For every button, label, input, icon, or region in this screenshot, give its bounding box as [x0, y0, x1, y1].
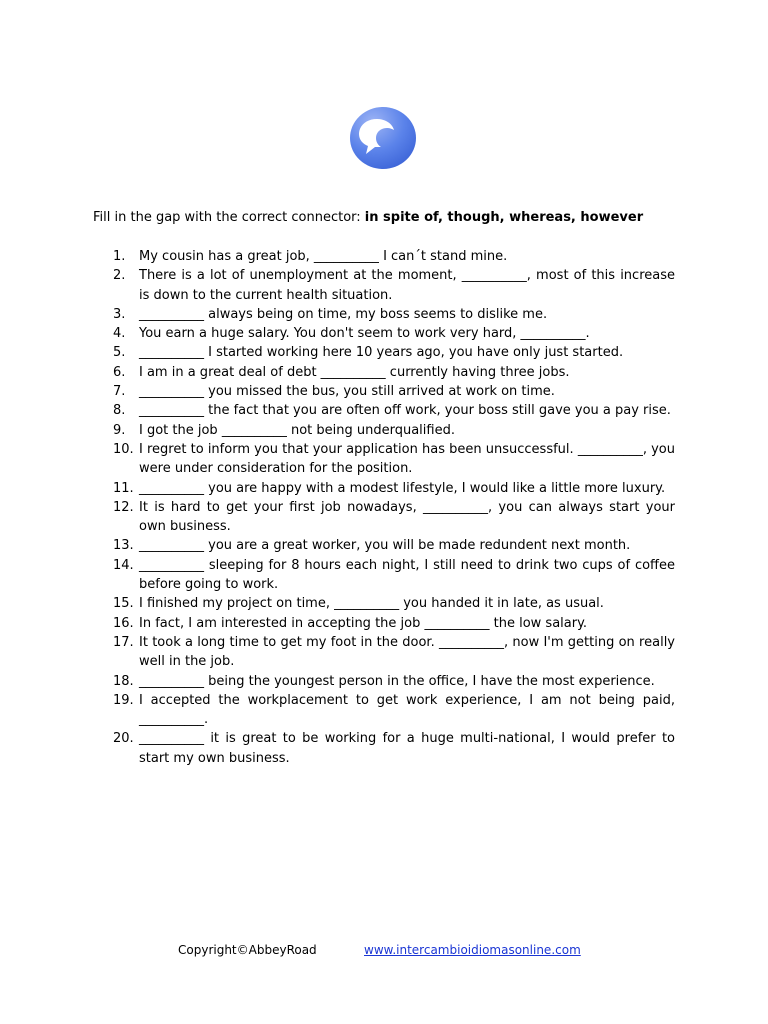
exercise-item-16	[113, 614, 675, 633]
item-text: It took a long time to get my foot in the door. __________, now I'm getting on really well in the job.	[139, 634, 675, 670]
item-text: __________ you missed the bus, you still arrived at work on time.	[139, 384, 555, 400]
exercise-item-12	[113, 498, 675, 537]
item-number: 11.	[113, 480, 134, 496]
exercise-item-9	[113, 421, 675, 440]
page-footer	[0, 941, 768, 961]
exercise-item-13	[113, 536, 675, 555]
item-number: 19.	[113, 692, 134, 708]
exercise-list	[113, 247, 675, 768]
item-text: I regret to inform you that your application has been unsuccessful. __________, you were under consideration for the position.	[139, 441, 675, 477]
item-number: 13.	[113, 538, 134, 554]
item-text: __________ the fact that you are often off work, your boss still gave you a pay rise.	[139, 403, 671, 419]
exercise-item-5	[113, 343, 675, 362]
item-text: __________ always being on time, my boss seems to dislike me.	[139, 306, 548, 322]
item-text: __________ it is great to be working for a huge multi-national, I would prefer to start my own business.	[139, 731, 675, 766]
item-number: 2.	[113, 268, 126, 284]
item-text: __________ you are a great worker, you will be made redundent next month.	[139, 538, 631, 554]
item-text: __________ you are happy with a modest lifestyle, I would like a little more luxury.	[139, 480, 666, 496]
exercise-item-11	[113, 479, 675, 498]
instructions	[93, 208, 713, 227]
item-text: It is hard to get your first job nowadays, __________, you can always start your own business.	[139, 499, 675, 535]
item-number: 18.	[113, 673, 134, 689]
item-number: 14.	[113, 557, 134, 573]
exercise-item-10	[113, 440, 675, 479]
exercise-item-8	[113, 401, 675, 420]
exercise-item-3	[113, 305, 675, 324]
exercise-item-17	[113, 633, 675, 672]
item-number: 12.	[113, 499, 134, 515]
item-number: 7.	[113, 384, 126, 400]
item-number: 1.	[113, 249, 126, 264]
item-number: 20.	[113, 731, 134, 747]
website-link[interactable]: www.intercambioidiomasonline.com	[364, 943, 581, 957]
exercise-item-19	[113, 691, 675, 730]
item-text: __________ being the youngest person in the office, I have the most experience.	[139, 673, 655, 689]
item-number: 10.	[113, 441, 134, 457]
item-text: There is a lot of unemployment at the moment, __________, most of this increase is down to the current health situation.	[139, 268, 675, 303]
item-text: I finished my project on time, __________ you handed it in late, as usual.	[139, 596, 604, 612]
item-text: __________ I started working here 10 years ago, you have only just started.	[139, 345, 624, 361]
item-number: 5.	[113, 345, 126, 361]
exercise-item-14	[113, 556, 675, 595]
item-number: 3.	[113, 306, 126, 322]
item-text: My cousin has a great job, __________ I can´t stand mine.	[139, 249, 508, 264]
item-number: 6.	[113, 364, 126, 380]
exercise-item-4	[113, 324, 675, 343]
item-number: 17.	[113, 634, 134, 650]
item-text: In fact, I am interested in accepting the job __________ the low salary.	[139, 615, 588, 631]
exercise-item-20	[113, 729, 675, 768]
item-number: 9.	[113, 422, 126, 438]
item-number: 15.	[113, 596, 134, 612]
item-number: 16.	[113, 615, 134, 631]
exercise-item-6	[113, 363, 675, 382]
instructions-prefix: Fill in the gap with the correct connector:	[93, 210, 365, 225]
copyright-notice: Copyright©AbbeyRoad	[178, 943, 317, 957]
item-number: 4.	[113, 326, 126, 342]
item-text: You earn a huge salary. You don't seem to work very hard, __________.	[139, 326, 590, 342]
item-text: I got the job __________ not being underqualified.	[139, 422, 455, 438]
item-number: 8.	[113, 403, 126, 419]
exercise-item-1	[113, 247, 675, 266]
item-text: __________ sleeping for 8 hours each night, I still need to drink two cups of coffee before going to work.	[139, 557, 675, 593]
item-text: I accepted the workplacement to get work experience, I am not being paid, __________.	[139, 692, 675, 728]
exercise-item-18	[113, 672, 675, 691]
speech-bubble-logo-icon	[348, 106, 418, 170]
exercise-item-2	[113, 266, 675, 305]
exercise-item-7	[113, 382, 675, 401]
connector-options: in spite of, though, whereas, however	[364, 210, 644, 225]
exercise-item-15	[113, 594, 675, 613]
item-text: I am in a great deal of debt __________ currently having three jobs.	[139, 364, 570, 380]
